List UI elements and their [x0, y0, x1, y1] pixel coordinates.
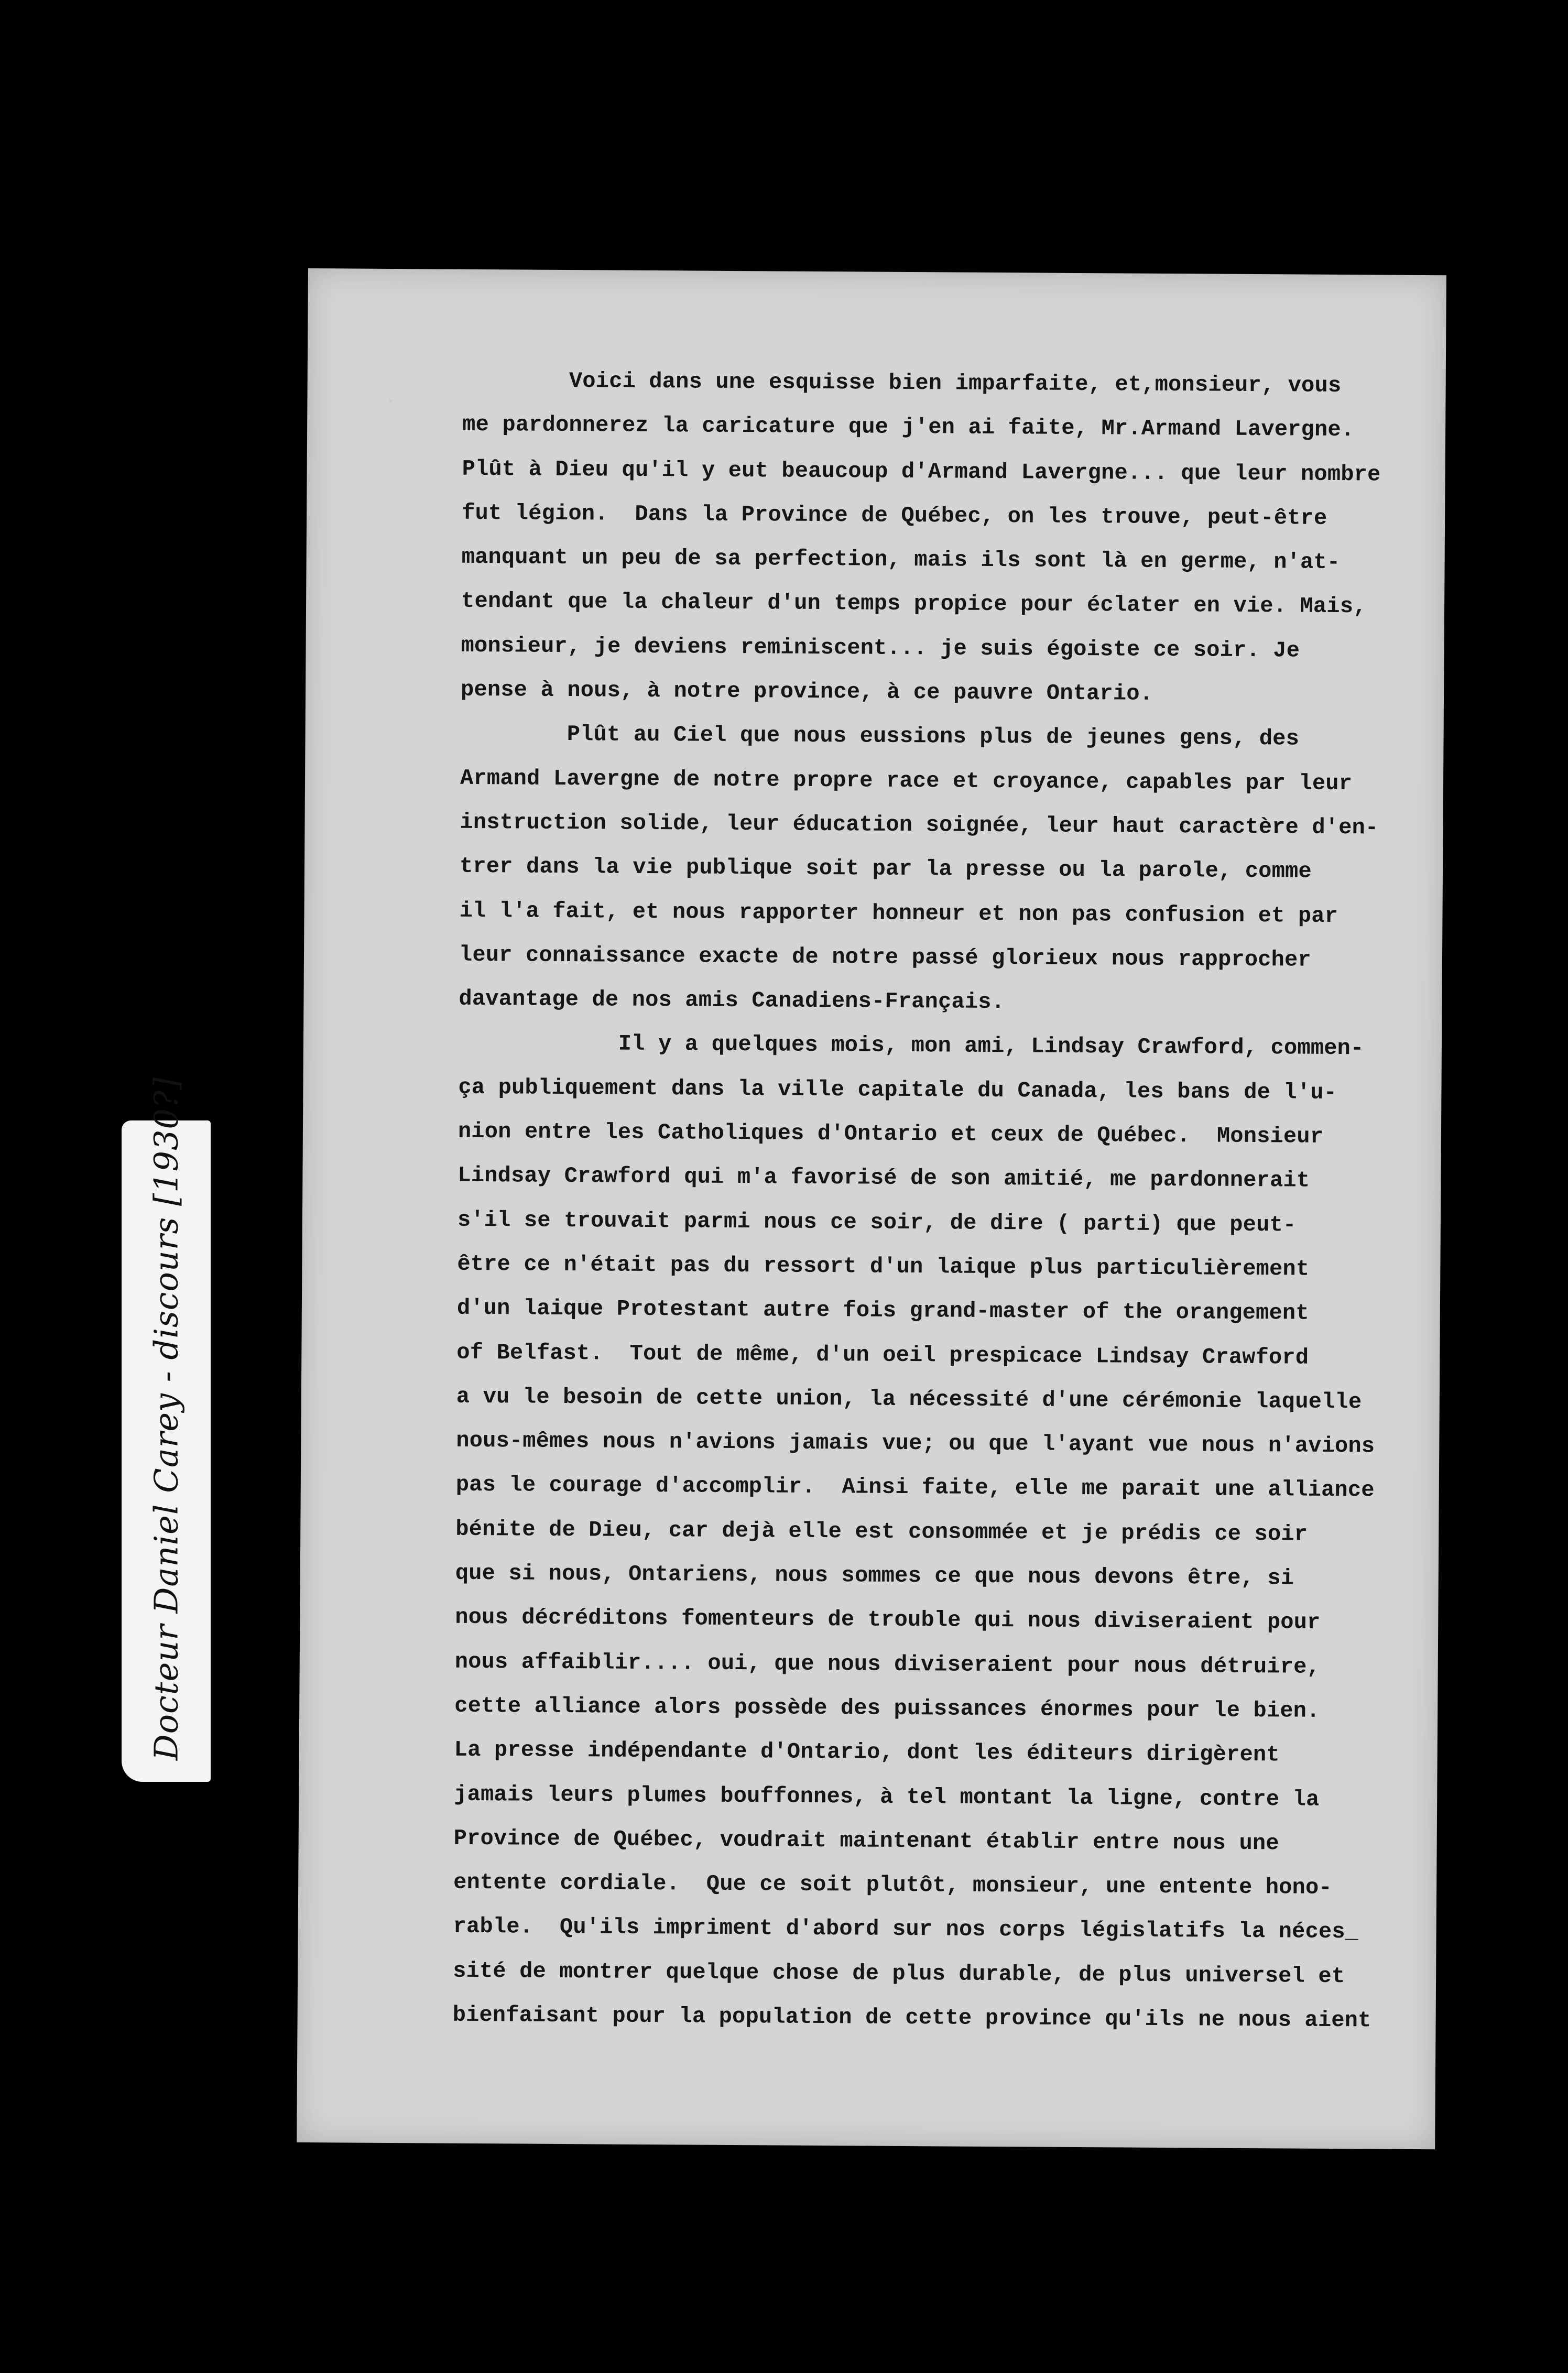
text-line: bénite de Dieu, car dejà elle est consommée et je prédis ce soir [455, 1516, 1308, 1547]
text-line: manquant un peu de sa perfection, mais ils sont là en germe, n'at- [461, 544, 1341, 575]
text-line: nous affaiblir.... oui, que nous diviseraient pour nous détruire, [454, 1649, 1321, 1680]
typed-text-body [452, 358, 1381, 2043]
text-line: être ce n'était pas du ressort d'un laique plus particulièrement [457, 1251, 1310, 1282]
text-line: cette alliance alors possède des puissances énormes pour le bien. [454, 1693, 1320, 1724]
text-line: me pardonnerez la caricature que j'en ai faite, Mr.Armand Lavergne. [462, 412, 1355, 443]
text-line: d'un laique Protestant autre fois grand-master of the orangement [456, 1296, 1309, 1326]
text-line: s'il se trouvait parmi nous ce soir, de dire ( parti) que peut- [457, 1207, 1297, 1238]
dust-speck [389, 399, 392, 402]
text-line: trer dans la vie publique soit par la presse ou la parole, comme [459, 854, 1312, 884]
text-line: Province de Québec, voudrait maintenant établir entre nous une [453, 1825, 1279, 1856]
text-line: monsieur, je deviens reminiscent... je suis égoiste ce soir. Je [461, 633, 1300, 663]
text-line: jamais leurs plumes bouffonnes, à tel montant la ligne, contre la [454, 1781, 1320, 1812]
text-line: pense à nous, à notre province, à ce pauvre Ontario. [460, 677, 1153, 706]
text-line: Lindsay Crawford qui m'a favorisé de son amitié, me pardonnerait [458, 1163, 1310, 1194]
text-line: nous-mêmes nous n'avions jamais vue; ou que l'ayant vue nous n'avions [456, 1428, 1375, 1459]
text-line: entente cordiale. Que ce soit plutôt, monsieur, une entente hono- [453, 1869, 1332, 1901]
text-line: ça publiquement dans la ville capitale du Canada, les bans de l'u- [458, 1074, 1337, 1105]
text-line: nion entre les Catholiques d'Ontario et ceux de Québec. Monsieur [458, 1118, 1324, 1149]
text-line: davantage de nos amis Canadiens-Français. [459, 986, 1005, 1015]
text-line: Il y a quelques mois, mon ami, Lindsay Crawford, commen- [458, 1030, 1364, 1061]
text-line: que si nous, Ontariens, nous sommes ce que nous devons être, si [455, 1560, 1294, 1591]
typed-page [297, 268, 1446, 2149]
text-line: rable. Qu'ils impriment d'abord sur nos corps législatifs la néces_ [453, 1914, 1359, 1945]
archive-label-card [122, 1076, 211, 1782]
text-line: a vu le besoin de cette union, la nécessité d'une cérémonie laquelle [456, 1384, 1362, 1415]
text-line: leur connaissance exacte de notre passé glorieux nous rapprocher [459, 942, 1311, 973]
text-line: instruction solide, leur éducation soignée, leur haut caractère d'en- [460, 809, 1379, 841]
text-line: Plût au Ciel que nous eussions plus de jeunes gens, des [460, 721, 1300, 752]
text-line: Armand Lavergne de notre propre race et croyance, capables par leur [460, 765, 1353, 796]
text-line: sité de montrer quelque chose de plus durable, de plus universel et [453, 1958, 1345, 1989]
text-line: Voici dans une esquisse bien imparfaite, et,monsieur, vous [462, 367, 1342, 399]
text-line: pas le courage d'accomplir. Ainsi faite, elle me parait une alliance [455, 1472, 1375, 1503]
text-line: bienfaisant pour la population de cette province qu'ils ne nous aient [452, 2002, 1371, 2033]
text-line: fut légion. Dans la Province de Québec, on les trouve, peut-être [462, 500, 1327, 531]
text-line: La presse indépendante d'Ontario, dont les éditeurs dirigèrent [454, 1737, 1280, 1768]
text-line: nous décréditons fomenteurs de trouble qui nous diviseraient pour [455, 1605, 1321, 1636]
archive-label-text: Docteur Daniel Carey - discours [1930?] [147, 1076, 186, 1760]
text-line: of Belfast. Tout de même, d'un oeil prespicace Lindsay Crawford [456, 1340, 1309, 1370]
text-line: Plût à Dieu qu'il y eut beaucoup d'Armand Lavergne... que leur nombre [462, 456, 1381, 487]
text-line: tendant que la chaleur d'un temps propice pour éclater en vie. Mais, [461, 589, 1367, 619]
text-line: il l'a fait, et nous rapporter honneur et non pas confusion et par [459, 898, 1338, 929]
